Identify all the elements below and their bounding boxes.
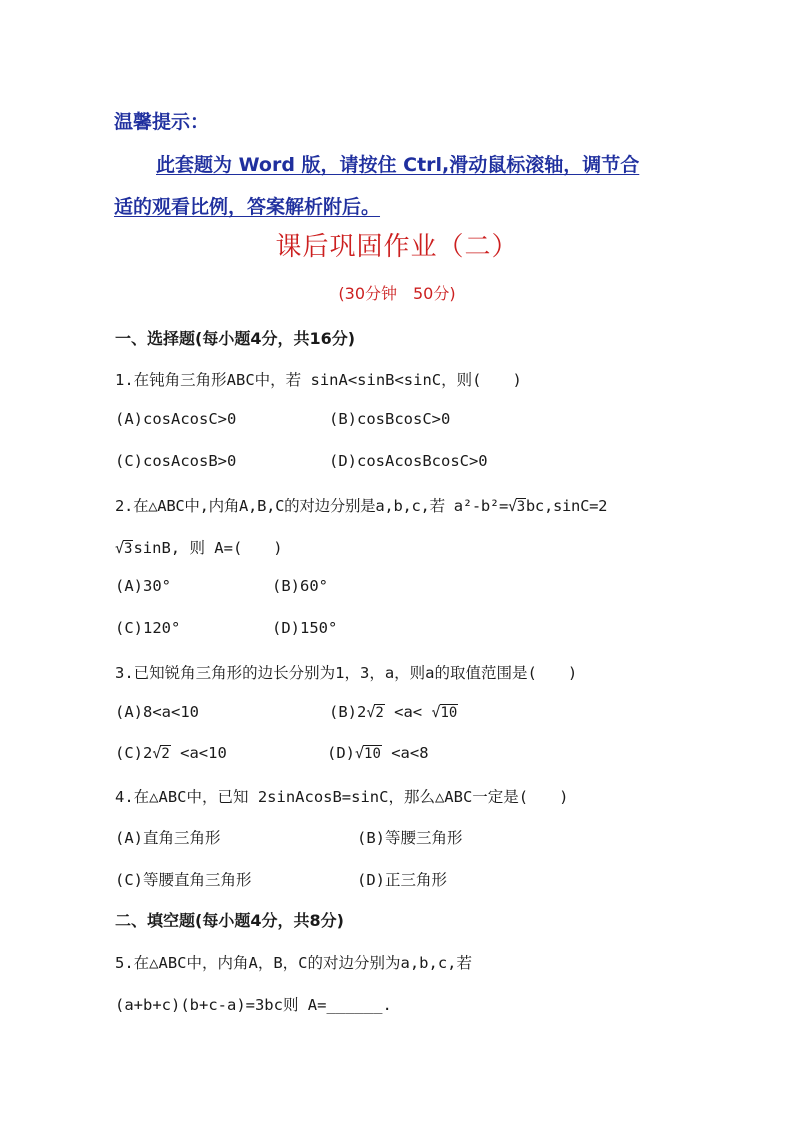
question-4-option-c: (C)等腰直角三角形	[115, 871, 252, 889]
question-4-option-d: (D)正三角形	[357, 871, 447, 889]
sqrt-symbol: √3	[115, 539, 133, 557]
question-3-option-c: (C)2√2 <a<10	[115, 744, 227, 762]
question-2-stem-line2	[115, 536, 283, 558]
question-5-stem: 5.在△ABC中，内角A，B，C的对边分别为a,b,c,若	[115, 954, 472, 972]
question-2-option-a: (A)30°	[115, 577, 171, 595]
section-heading-fill: 二、填空题(每小题4分，共8分)	[115, 911, 344, 930]
question-1-stem: 1.在钝角三角形ABC中，若 sinA<sinB<sinC，则( )	[115, 371, 522, 389]
document-subtitle: (30分钟 50分)	[338, 284, 456, 303]
sqrt-symbol: √10	[431, 703, 458, 721]
sqrt-symbol: √3	[508, 497, 525, 515]
tip-title: 温馨提示：	[114, 111, 210, 133]
question-2-option-c: (C)120°	[115, 619, 181, 637]
section-heading-choice: 一、选择题(每小题4分，共16分)	[115, 329, 356, 348]
document-title: 课后巩固作业（二）	[275, 232, 519, 262]
question-3-option-b: (B)2√2 <a< √10	[329, 703, 458, 721]
sqrt-symbol: √2	[152, 744, 170, 762]
sqrt-symbol: √10	[355, 744, 381, 762]
question-2-stem-text: 2.在△ABC中,内角A,B,C的对边分别是a,b,c,若 a²-b²=	[115, 497, 508, 515]
question-4-stem: 4.在△ABC中，已知 2sinAcosB=sinC，那么△ABC一定是( )	[115, 788, 569, 806]
question-1-option-a: (A)cosAcosC>0	[115, 410, 237, 428]
question-2-line2-text: sinB, 则 A=( )	[133, 539, 283, 557]
question-1-option-c: (C)cosAcosB>0	[115, 452, 237, 470]
tip-line-2: 适的观看比例，答案解析附后。	[114, 196, 381, 218]
question-2-option-d: (D)150°	[272, 619, 338, 637]
question-3-option-a: (A)8<a<10	[115, 703, 199, 721]
sqrt-symbol: √2	[366, 703, 384, 721]
tip-line-1: 此套题为 Word 版，请按住 Ctrl,滑动鼠标滚轴，调节合	[156, 154, 640, 176]
question-2-stem	[115, 494, 607, 516]
question-5-stem-line2: (a+b+c)(b+c-a)=3bc则 A=______.	[115, 996, 392, 1014]
question-1-option-b: (B)cosBcosC>0	[329, 410, 451, 428]
question-2-option-b: (B)60°	[272, 577, 328, 595]
question-2-stem-text-2: bc,sinC=2	[525, 497, 608, 515]
question-3-stem: 3.已知锐角三角形的边长分别为1，3，a，则a的取值范围是( )	[115, 664, 578, 682]
question-1-option-d: (D)cosAcosBcosC>0	[329, 452, 488, 470]
question-4-option-a: (A)直角三角形	[115, 829, 221, 847]
question-3-option-d: (D)√10 <a<8	[327, 744, 429, 762]
question-4-option-b: (B)等腰三角形	[357, 829, 463, 847]
